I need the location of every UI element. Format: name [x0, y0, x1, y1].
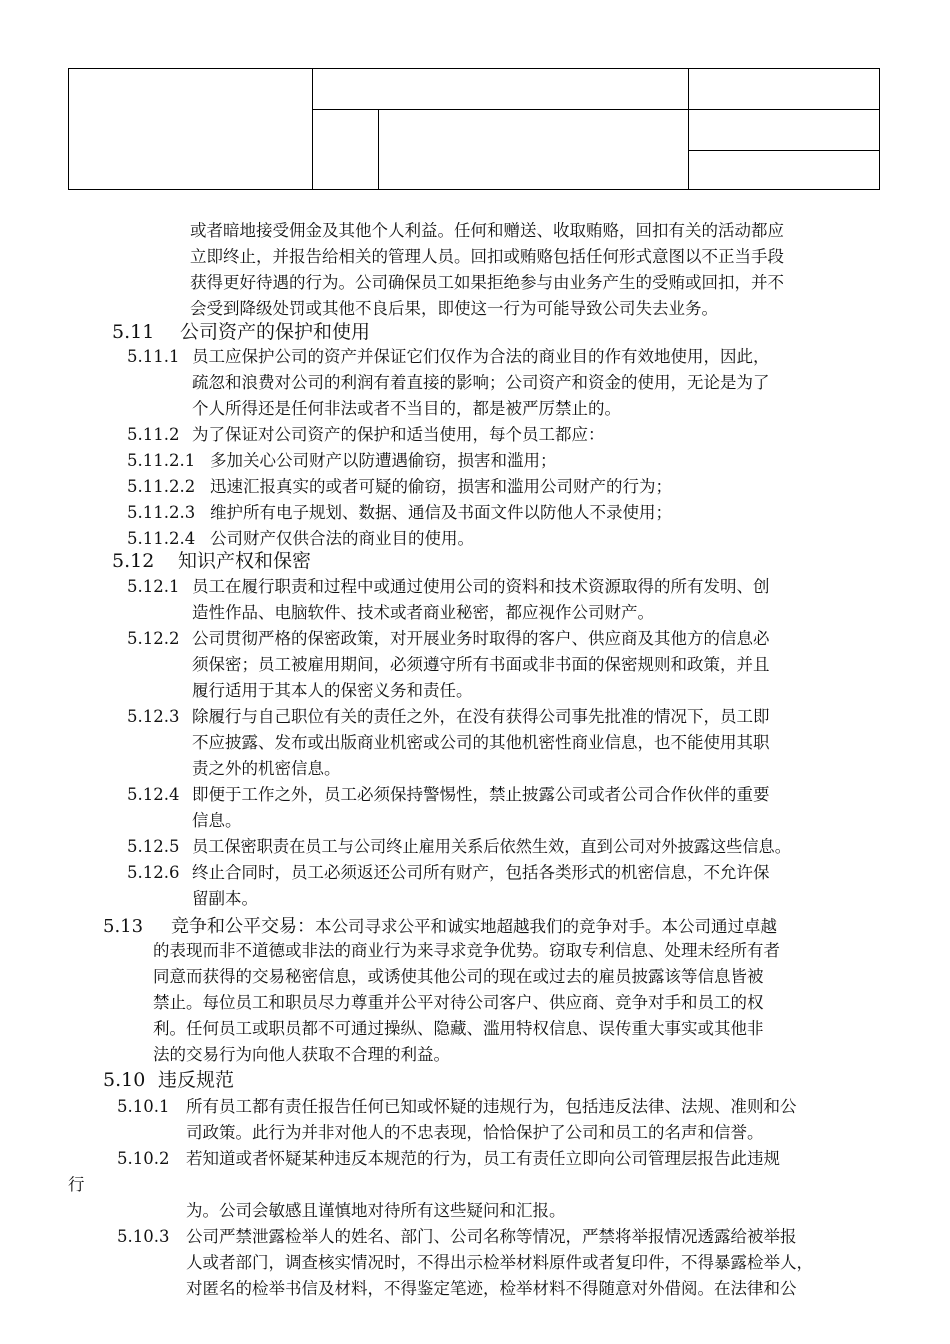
section-heading-5-12 — [112, 548, 311, 574]
clause-number: 5.10.2 — [117, 1149, 170, 1168]
table-divider — [688, 69, 689, 190]
clause-text: 公司严禁泄露检举人的姓名、部门、公司名称等情况，严禁将举报情况透露给被举报 — [186, 1227, 797, 1246]
paragraph-line: 获得更好待遇的行为。公司确保员工如果拒绝参与由业务产生的受贿或回扣，并不 — [190, 273, 784, 292]
section-title: 公司资产的保护和使用 — [180, 321, 371, 343]
section-heading-5-13 — [103, 914, 777, 940]
table-divider — [378, 109, 379, 190]
clause-text: 公司贯彻严格的保密政策，对开展业务时取得的客户、供应商及其他方的信息必 — [192, 629, 770, 648]
table-divider — [312, 109, 880, 110]
clause-text: 多加关心公司财产以防遭遇偷窃，损害和滥用； — [210, 451, 557, 470]
paragraph-line: 立即终止，并报告给相关的管理人员。回扣或贿赂包括任何形式意图以不正当手段 — [190, 247, 784, 266]
clause-text: 除履行与自己职位有关的责任之外，在没有获得公司事先批准的情况下，员工即 — [192, 707, 770, 726]
clause-text: 员工应保护公司的资产并保证它们仅作为合法的商业目的作有效地使用，因此， — [192, 347, 770, 366]
section-title: 违反规范 — [158, 1069, 235, 1091]
clause-text: 对匿名的检举书信及材料，不得鉴定笔迹，检举材料不得随意对外借阅。在法律和公 — [186, 1279, 797, 1298]
section-title: 知识产权和保密 — [178, 550, 312, 572]
clause-text: 公司财产仅供合法的商业目的使用。 — [210, 529, 474, 548]
clause-text: 员工保密职责在员工与公司终止雇用关系后依然生效，直到公司对外披露这些信息。 — [192, 837, 791, 856]
clause-text: 若知道或者怀疑某种违反本规范的行为，员工有责任立即向公司管理层报告此违规 — [186, 1149, 780, 1168]
clause-number: 5.11.2 — [127, 425, 180, 444]
clause-text: 终止合同时，员工必须返还公司所有财产，包括各类形式的机密信息，不允许保 — [192, 863, 770, 882]
clause-text: 不应披露、发布或出版商业机密或公司的其他机密性商业信息，也不能使用其职 — [192, 733, 770, 752]
clause-number: 5.11.2.1 — [127, 451, 196, 470]
section-title: 竞争和公平交易： — [171, 916, 315, 937]
clause-number: 5.11.1 — [127, 347, 180, 366]
clause-number: 5.12.2 — [127, 629, 180, 648]
clause-text: 信息。 — [192, 811, 242, 830]
clause-number: 5.12.1 — [127, 577, 180, 596]
paragraph-line: 的表现而非不道德或非法的商业行为来寻求竞争优势。窃取专利信息、处理未经所有者 — [153, 941, 780, 960]
clause-number: 5.10.3 — [117, 1227, 170, 1246]
clause-text: 员工在履行职责和过程中或通过使用公司的资料和技术资源取得的所有发明、创 — [192, 577, 770, 596]
clause-text: 个人所得还是任何非法或者不当目的，都是被严厉禁止的。 — [192, 399, 621, 418]
section-number: 5.13 — [103, 916, 144, 937]
clause-text: 行 — [68, 1175, 85, 1194]
clause-number: 5.12.5 — [127, 837, 180, 856]
clause-text: 司政策。此行为并非对他人的不忠表现，恰恰保护了公司和员工的名声和信誉。 — [186, 1123, 764, 1142]
section-heading-5-11 — [112, 319, 370, 345]
paragraph-line: 同意而获得的交易秘密信息，或诱使其他公司的现在或过去的雇员披露该等信息皆被 — [153, 967, 764, 986]
section-number: 5.10 — [103, 1069, 146, 1091]
table-divider — [312, 69, 313, 190]
section-number: 5.11 — [112, 321, 155, 343]
paragraph-text: 本公司寻求公平和诚实地超越我们的竞争对手。本公司通过卓越 — [315, 917, 777, 936]
clause-number: 5.11.2.3 — [127, 503, 196, 522]
clause-text: 须保密；员工被雇用期间，必须遵守所有书面或非书面的保密规则和政策，并且 — [192, 655, 770, 674]
paragraph-line: 利。任何员工或职员都不可通过操纵、隐藏、滥用特权信息、误传重大事实或其他非 — [153, 1019, 764, 1038]
paragraph-line: 禁止。每位员工和职员尽力尊重并公平对待公司客户、供应商、竞争对手和员工的权 — [153, 993, 764, 1012]
paragraph-line: 会受到降级处罚或其他不良后果，即使这一行为可能导致公司失去业务。 — [190, 299, 718, 318]
table-divider — [688, 150, 880, 151]
clause-text: 履行适用于其本人的保密义务和责任。 — [192, 681, 473, 700]
clause-text: 为了保证对公司资产的保护和适当使用，每个员工都应： — [192, 425, 605, 444]
clause-text: 所有员工都有责任报告任何已知或怀疑的违规行为，包括违反法律、法规、准则和公 — [186, 1097, 797, 1116]
clause-number: 5.12.3 — [127, 707, 180, 726]
clause-text: 留副本。 — [192, 889, 258, 908]
clause-text: 人或者部门，调查核实情况时，不得出示检举材料原件或者复印件，不得暴露检举人， — [186, 1253, 813, 1272]
clause-text: 迅速汇报真实的或者可疑的偷窃，损害和滥用公司财产的行为； — [210, 477, 672, 496]
paragraph-line: 法的交易行为向他人获取不合理的利益。 — [153, 1045, 450, 1064]
clause-text: 造性作品、电脑软件、技术或者商业秘密，都应视作公司财产。 — [192, 603, 654, 622]
header-table — [68, 68, 880, 190]
clause-text: 疏忽和浪费对公司的利润有着直接的影响；公司资产和资金的使用，无论是为了 — [192, 373, 770, 392]
clause-number: 5.11.2.4 — [127, 529, 196, 548]
clause-text: 维护所有电子规划、数据、通信及书面文件以防他人不录使用； — [210, 503, 672, 522]
clause-number: 5.12.4 — [127, 785, 180, 804]
clause-text: 即便于工作之外，员工必须保持警惕性，禁止披露公司或者公司合作伙伴的重要 — [192, 785, 770, 804]
clause-number: 5.12.6 — [127, 863, 180, 882]
section-heading-5-10 — [103, 1067, 234, 1093]
clause-text: 为。公司会敏感且谨慎地对待所有这些疑问和汇报。 — [186, 1201, 566, 1220]
clause-number: 5.11.2.2 — [127, 477, 196, 496]
section-number: 5.12 — [112, 550, 155, 572]
clause-text: 责之外的机密信息。 — [192, 759, 341, 778]
clause-number: 5.10.1 — [117, 1097, 170, 1116]
paragraph-line: 或者暗地接受佣金及其他个人利益。任何和赠送、收取贿赂，回扣有关的活动都应 — [190, 221, 784, 240]
